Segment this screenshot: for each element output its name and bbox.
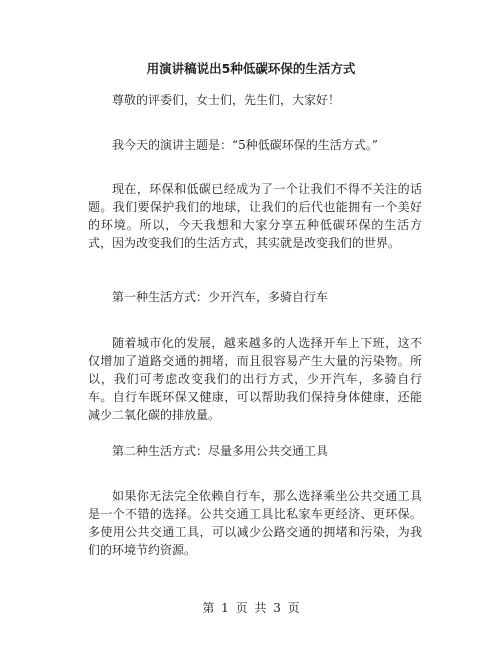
- section-heading-lifestyle-1: 第一种生活方式：少开汽车，多骑自行车: [112, 290, 329, 304]
- paragraph-lifestyle-1: 随着城市化的发展，越来越多的人选择开车上下班，这不仅增加了道路交通的拥堵，而且很容易产生大量的污染物。所以，我们可考虑改变我们的出行方式，少开汽车，多骑自行车。自行车既环保又健康，可以帮助我们保持身体健康，还能减少二氧化碳的排放量。: [88, 336, 422, 422]
- document-title: 用演讲稿说出5种低碳环保的生活方式: [146, 61, 356, 76]
- paragraph-topic: 我今天的演讲主题是：“5种低碳环保的生活方式。”: [112, 138, 378, 152]
- paragraph-lifestyle-2: 如果你无法完全依赖自行车，那么选择乘坐公共交通工具是一个不错的选择。公共交通工具比私家车更经济、更环保。多使用公共交通工具，可以减少公路交通的拥堵和污染，为我们的环境节约资源。: [88, 489, 422, 557]
- paragraph-introduction: 现在，环保和低碳已经成为了一个让我们不得不关注的话题。我们要保护我们的地球，让我们的后代也能拥有一个美好的环境。所以，今天我想和大家分享五种低碳环保的生活方式，因为改变我们的生活方式，其实就是改变我们的世界。: [88, 182, 422, 250]
- page-number-footer: 第 1 页 共 3 页: [202, 601, 300, 615]
- section-heading-lifestyle-2: 第二种生活方式：尽量多用公共交通工具: [112, 444, 329, 458]
- paragraph-greeting: 尊敬的评委们，女士们，先生们，大家好！: [112, 93, 341, 107]
